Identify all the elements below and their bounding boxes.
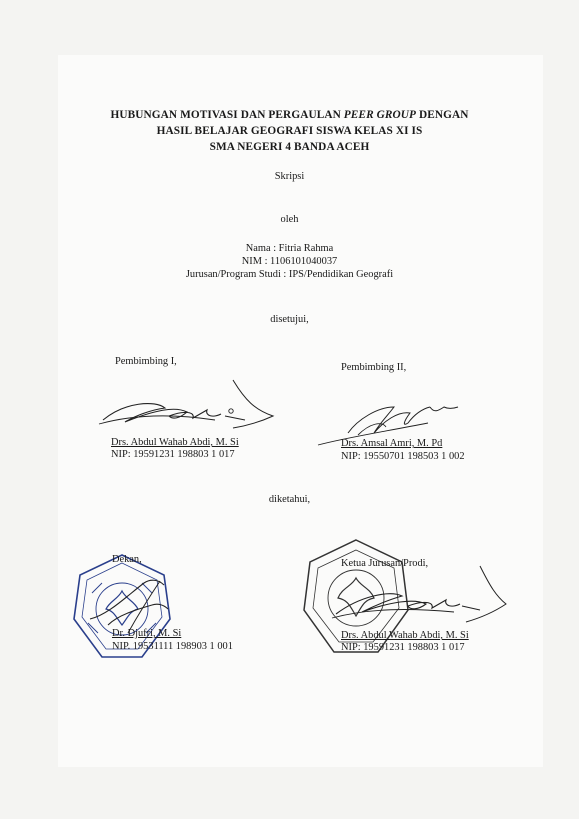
student-info [0, 242, 579, 281]
thesis-title [0, 107, 579, 155]
head-nip: NIP: 19591231 198803 1 017 [341, 642, 465, 653]
head-signature [330, 566, 510, 636]
known-label: diketahui, [268, 494, 311, 505]
document-type: Skripsi [274, 171, 305, 182]
student-name: Nama : Fitria Rahma [245, 243, 334, 254]
advisor2-name: Drs. Amsal Amri, M. Pd [341, 438, 443, 449]
title-line-3: SMA NEGERI 4 BANDA ACEH [209, 141, 370, 153]
student-nim: NIM : 1106101040037 [241, 256, 338, 267]
advisor1-role: Pembimbing I, [115, 356, 177, 367]
title-line-2: HASIL BELAJAR GEOGRAFI SISWA KELAS XI IS [156, 125, 423, 137]
advisor2-nip: NIP: 19550701 198503 1 002 [341, 451, 465, 462]
advisor1-signature [95, 380, 280, 440]
approved-label: disetujui, [270, 314, 309, 325]
dean-signature [88, 575, 178, 635]
advisor1-nip: NIP: 19591231 198803 1 017 [111, 449, 235, 460]
head-role: Ketua Jurusan/Prodi, [341, 558, 429, 569]
dean-role: Dekan, [112, 554, 142, 565]
dean-nip: NIP. 19531111 198903 1 001 [112, 641, 233, 652]
head-name: Drs. Abdul Wahab Abdi, M. Si [341, 630, 469, 641]
advisor1-name: Drs. Abdul Wahab Abdi, M. Si [111, 437, 239, 448]
title-line-1: HUBUNGAN MOTIVASI DAN PERGAULAN PEER GROUP DENGAN [110, 109, 469, 121]
student-program: Jurusan/Program Studi : IPS/Pendidikan Geografi [185, 269, 394, 280]
advisor2-role: Pembimbing II, [341, 362, 407, 373]
dean-name: Dr. Djufri, M. Si [112, 628, 182, 639]
by-label: oleh [280, 214, 299, 225]
